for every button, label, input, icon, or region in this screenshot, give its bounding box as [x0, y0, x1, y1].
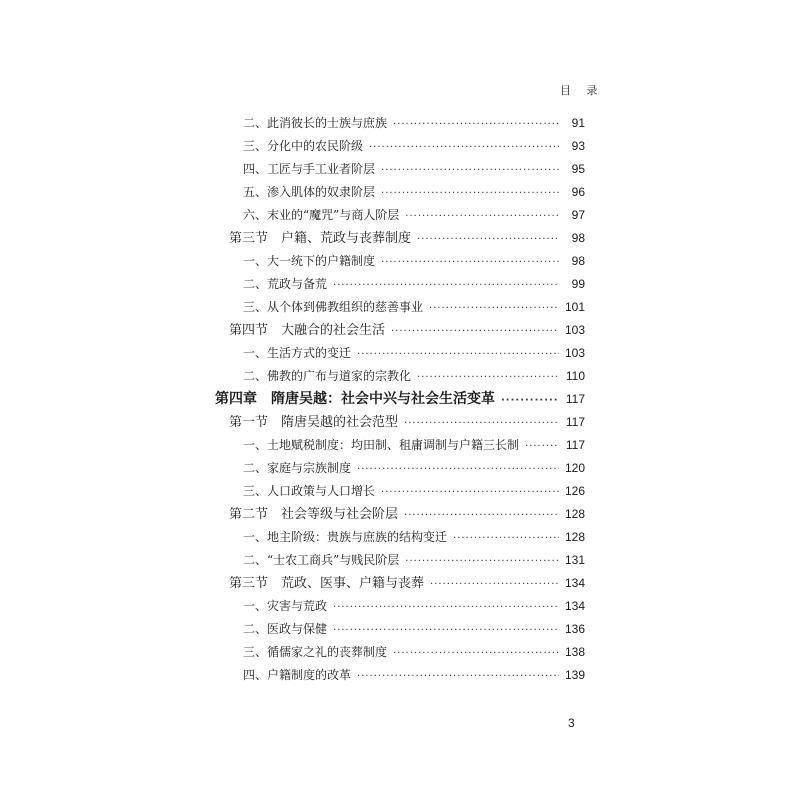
toc-entry-page: 97 [571, 208, 585, 222]
toc-subsection [215, 641, 585, 664]
toc-subsection [215, 365, 585, 388]
toc-entry-title: 三、循儒家之礼的丧葬制度 [243, 645, 388, 659]
toc-subsection [215, 342, 585, 365]
dot-leader [525, 435, 559, 458]
toc-subsection [215, 664, 585, 687]
dot-leader [405, 205, 559, 228]
toc-chapter [215, 388, 585, 411]
toc-subsection [215, 595, 585, 618]
toc-entry-page: 120 [564, 461, 585, 475]
toc-entry-page: 103 [564, 323, 585, 337]
toc-entry-title: 三、从个体到佛教组织的慈善事业 [243, 300, 424, 314]
toc-subsection [215, 296, 585, 319]
toc-subsection [215, 457, 585, 480]
toc-entry-page: 91 [571, 116, 585, 130]
toc-section [215, 319, 585, 342]
toc-entry-page: 117 [565, 438, 585, 452]
toc-entry-page: 134 [564, 599, 585, 613]
toc-entry-page: 131 [564, 553, 585, 567]
toc-entry-page: 96 [571, 185, 585, 199]
toc-section [215, 411, 585, 434]
toc-entry-title: 二、医政与保健 [243, 622, 328, 636]
toc-section [215, 572, 585, 595]
toc-entry-title: 一、土地赋税制度：均田制、租庸调制与户籍三长制 [243, 438, 520, 452]
toc-entry-page: 110 [565, 369, 585, 383]
toc-subsection [215, 434, 585, 457]
toc-entry-page: 128 [564, 530, 585, 544]
toc-entry-title: 二、佛教的广布与道家的宗教化 [243, 369, 412, 383]
toc-entry-title: 第三节 户籍、荒政与丧葬制度 [229, 231, 412, 246]
dot-leader [404, 504, 559, 527]
toc-subsection [215, 181, 585, 204]
dot-leader [405, 550, 559, 573]
toc-subsection [215, 549, 585, 572]
dot-leader [333, 274, 559, 297]
toc-entry-page: 139 [564, 668, 585, 682]
dot-leader [381, 251, 559, 274]
dot-leader [404, 412, 559, 435]
dot-leader [501, 389, 559, 412]
toc-entry-title: 二、荒政与备荒 [243, 277, 328, 291]
toc-entry-title: 二、此消彼长的士族与庶族 [243, 116, 388, 130]
dot-leader [357, 343, 559, 366]
toc-subsection [215, 480, 585, 503]
toc-subsection [215, 618, 585, 641]
page-number: 3 [568, 716, 575, 730]
toc-subsection [215, 273, 585, 296]
toc-entry-title: 第三节 荒政、医事、户籍与丧葬 [229, 576, 425, 591]
toc-entry-title: 一、地主阶级：贵族与庶族的结构变迁 [243, 530, 448, 544]
toc-entry-page: 98 [571, 231, 585, 245]
toc-entry-page: 103 [564, 346, 585, 360]
toc-entry-page: 117 [565, 415, 585, 429]
toc-entry-title: 第二节 社会等级与社会阶层 [229, 507, 399, 522]
toc-entry-title: 二、“士农工商兵”与贱民阶层 [243, 553, 400, 567]
dot-leader [381, 481, 559, 504]
toc-entry-page: 136 [564, 622, 585, 636]
toc-entry-page: 138 [564, 645, 585, 659]
toc-subsection [215, 204, 585, 227]
toc-entry-page: 134 [564, 576, 585, 590]
dot-leader [417, 366, 559, 389]
toc-section [215, 503, 585, 526]
toc-entry-title: 二、家庭与宗族制度 [243, 461, 352, 475]
dot-leader [417, 228, 559, 251]
dot-leader [393, 642, 559, 665]
dot-leader [357, 665, 559, 688]
toc-entry-title: 六、末业的“魔咒”与商人阶层 [243, 208, 400, 222]
toc-section [215, 227, 585, 250]
toc-entry-page: 101 [564, 300, 585, 314]
dot-leader [381, 182, 559, 205]
toc-entry-title: 一、大一统下的户籍制度 [243, 254, 376, 268]
toc-entry-title: 三、人口政策与人口增长 [243, 484, 376, 498]
toc-entry-title: 五、渗入肌体的奴隶阶层 [243, 185, 376, 199]
toc-entry-title: 一、灾害与荒政 [243, 599, 328, 613]
toc-entry-title: 四、户籍制度的改革 [243, 668, 352, 682]
dot-leader [333, 619, 559, 642]
toc-entry-title: 第四节 大融合的社会生活 [229, 323, 386, 338]
toc-entry-page: 93 [571, 139, 585, 153]
dot-leader [393, 113, 559, 136]
toc-entry-title: 第一节 隋唐吴越的社会范型 [229, 415, 399, 430]
dot-leader [391, 320, 559, 343]
dot-leader [369, 136, 559, 159]
toc-subsection [215, 250, 585, 273]
toc-subsection [215, 112, 585, 135]
toc-entry-page: 117 [565, 392, 585, 406]
toc-subsection [215, 135, 585, 158]
dot-leader [430, 573, 559, 596]
dot-leader [357, 458, 559, 481]
toc-entry-page: 95 [571, 162, 585, 176]
running-header: 目 录 [560, 84, 604, 97]
dot-leader [381, 159, 559, 182]
toc-entry-page: 126 [564, 484, 585, 498]
toc-entry-title: 一、生活方式的变迁 [243, 346, 352, 360]
toc-entry-page: 128 [564, 507, 585, 521]
toc-entry-title: 三、分化中的农民阶级 [243, 139, 364, 153]
table-of-contents [215, 112, 585, 687]
toc-subsection [215, 526, 585, 549]
toc-entry-title: 第四章 隋唐吴越：社会中兴与社会生活变革 [215, 391, 495, 407]
toc-entry-page: 99 [571, 277, 585, 291]
dot-leader [453, 527, 559, 550]
dot-leader [333, 596, 559, 619]
toc-subsection [215, 158, 585, 181]
dot-leader [429, 297, 559, 320]
toc-entry-page: 98 [571, 254, 585, 268]
toc-entry-title: 四、工匠与手工业者阶层 [243, 162, 376, 176]
